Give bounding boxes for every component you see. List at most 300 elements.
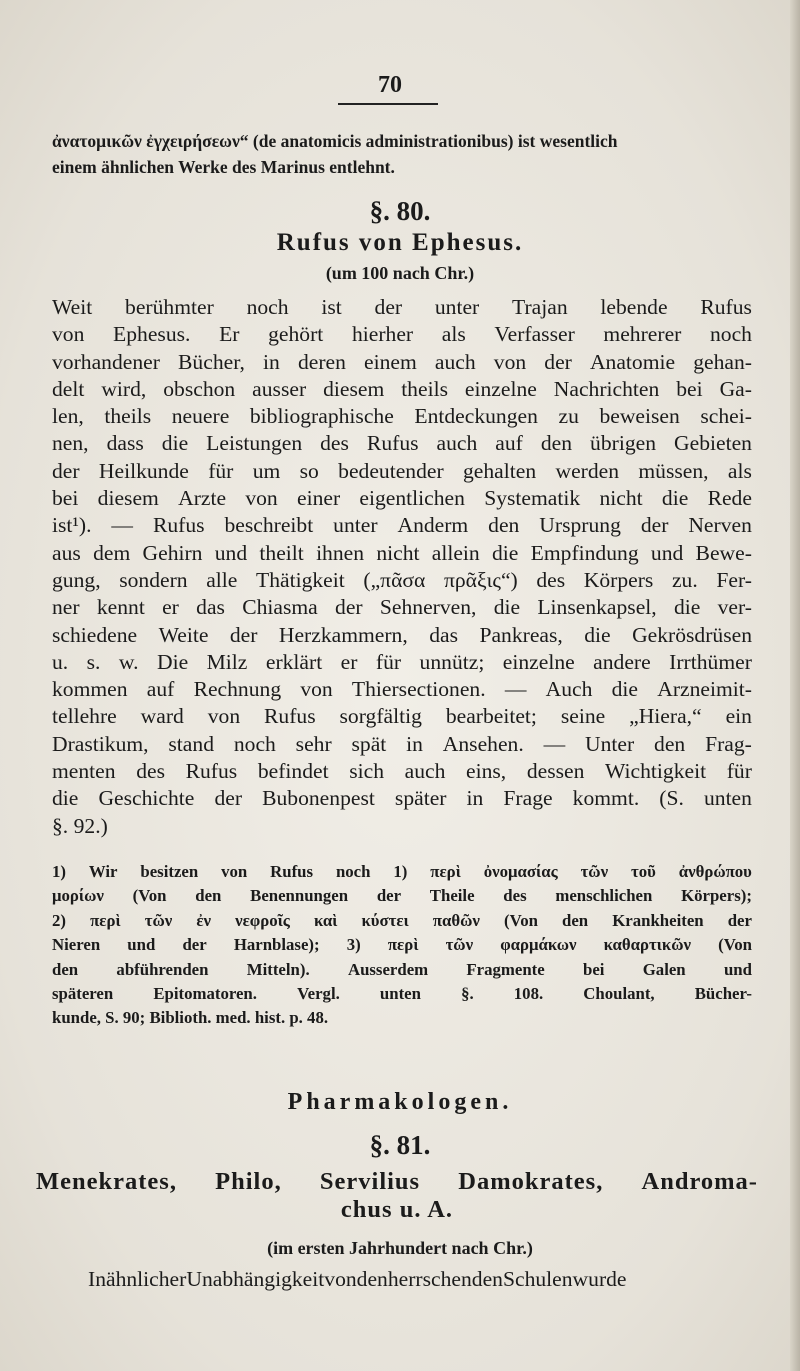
- word: Auch: [545, 677, 593, 702]
- page-number-rule: [338, 103, 438, 105]
- word: Thätigkeit: [256, 567, 345, 592]
- word: περὶ: [387, 935, 419, 955]
- word: 1): [393, 862, 408, 881]
- word: deren: [297, 349, 346, 374]
- word: τῶν: [445, 935, 474, 955]
- word: beschreibt: [224, 513, 314, 538]
- footnote-line: kunde, S. 90; Biblioth. med. hist. p. 48.: [52, 1008, 329, 1028]
- word: menschlichen: [555, 886, 653, 906]
- word: die: [161, 431, 189, 456]
- text-line: [52, 622, 752, 649]
- word: er: [162, 595, 179, 620]
- word: der: [727, 910, 752, 930]
- word: andere: [593, 649, 651, 674]
- word: §.: [461, 984, 474, 1004]
- word: ist: [321, 295, 342, 319]
- word: Menekrates,: [36, 1168, 177, 1195]
- word: Sehnerven,: [379, 595, 477, 620]
- word: Er: [219, 322, 240, 347]
- text-line: [52, 403, 752, 430]
- word: aus: [52, 540, 81, 565]
- word: von: [245, 486, 278, 511]
- word: neuere: [171, 404, 230, 429]
- word: schiedene: [52, 622, 138, 647]
- word: Rufus: [700, 295, 752, 319]
- word: des: [503, 886, 527, 906]
- word: abführenden: [116, 959, 209, 979]
- word: τῶν: [580, 862, 609, 881]
- page-number: 70: [378, 72, 402, 98]
- word: ähnlicher: [106, 1267, 187, 1291]
- word: die: [673, 595, 701, 620]
- word: und: [723, 959, 752, 979]
- word: ward: [140, 704, 184, 729]
- word: diesem: [97, 486, 159, 511]
- word: nicht: [376, 540, 420, 565]
- word: Weite: [158, 622, 209, 647]
- footnote-line: [52, 933, 752, 957]
- word: ihnen: [316, 540, 365, 565]
- word: περὶ: [90, 910, 121, 930]
- word: das: [429, 622, 458, 647]
- word: den: [654, 731, 686, 756]
- word: der: [374, 295, 403, 319]
- word: Mitteln).: [246, 959, 310, 979]
- word: Rufus: [270, 862, 314, 881]
- word: (S.: [659, 786, 684, 811]
- word: noch: [233, 731, 276, 756]
- word: μορίων: [52, 886, 104, 906]
- word: Unabhängigkeit: [186, 1267, 325, 1291]
- word: zu: [558, 404, 579, 429]
- word: Rufus: [264, 704, 316, 729]
- word: —: [504, 677, 527, 702]
- word: auch: [404, 759, 446, 784]
- word: theils: [104, 404, 152, 429]
- word: Empfindung: [530, 540, 639, 565]
- word: Arzneimit-: [657, 677, 752, 702]
- footnote-line: [52, 909, 752, 933]
- word: unter: [434, 295, 480, 319]
- word: (Von: [718, 935, 752, 955]
- word: Thiersectionen.: [351, 677, 486, 702]
- word: kommt.: [572, 786, 640, 811]
- word: τοῦ: [630, 862, 656, 881]
- word: er: [340, 649, 358, 674]
- text-line: [52, 540, 752, 567]
- word: in: [406, 731, 423, 756]
- footnote: [52, 860, 752, 1031]
- word: allein: [431, 540, 480, 565]
- word: Schulen: [502, 1267, 573, 1291]
- word: bibliographische: [249, 404, 394, 429]
- intro-line: einem ähnlichen Werke des Marinus entlehnt.: [52, 157, 395, 177]
- word: unnütz;: [419, 649, 485, 674]
- word: des: [320, 431, 349, 456]
- word: ner: [52, 595, 80, 620]
- word: Herzkammern,: [278, 622, 408, 647]
- word: Bubonenpest: [262, 786, 375, 811]
- word: Epitomatoren.: [153, 984, 257, 1004]
- word: einer: [296, 486, 341, 511]
- word: noch: [335, 862, 371, 881]
- word: Heilkunde: [98, 458, 189, 483]
- word: Nachrichten: [553, 376, 660, 401]
- word: seine: [560, 704, 606, 729]
- word: zu.: [671, 567, 698, 592]
- text-line: §. 92.): [52, 813, 108, 838]
- word: Rufus: [185, 759, 238, 784]
- word: Galen: [642, 959, 686, 979]
- word: als: [727, 458, 752, 483]
- section-80-number: §. 80.: [369, 196, 431, 226]
- word: eins,: [466, 759, 507, 784]
- word: Nerven: [688, 513, 752, 538]
- word: der: [214, 786, 243, 811]
- word: auf: [146, 677, 175, 702]
- word: für: [375, 649, 402, 674]
- word: Gehirn: [142, 540, 203, 565]
- text-line: [52, 594, 752, 621]
- word: der: [544, 349, 572, 374]
- word: Wichtigkeit: [605, 759, 707, 784]
- word: obschon: [163, 376, 236, 401]
- word: so: [299, 458, 319, 483]
- word: herrschenden: [387, 1267, 503, 1291]
- word: stand: [168, 731, 214, 756]
- word: und: [650, 540, 684, 565]
- word: Gebieten: [674, 431, 752, 456]
- word: bei: [676, 376, 703, 401]
- word: von: [52, 322, 85, 347]
- word: Rufus: [152, 513, 205, 538]
- word: wird,: [101, 376, 147, 401]
- footnote-line: [52, 860, 752, 884]
- word: den: [488, 513, 520, 538]
- word: in: [466, 786, 484, 811]
- heading-line: chus u. A.: [340, 1196, 454, 1223]
- word: Krankheiten: [612, 910, 704, 930]
- word: für: [208, 458, 234, 483]
- word: Vergl.: [297, 984, 340, 1004]
- word: „Hiera,“: [629, 704, 702, 729]
- word: Fer-: [716, 567, 752, 592]
- word: len,: [52, 404, 84, 429]
- word: die: [611, 677, 639, 702]
- word: τῶν: [144, 910, 173, 930]
- footnote-line: [52, 982, 752, 1006]
- word: Servilius: [319, 1168, 421, 1195]
- word: die: [661, 486, 689, 511]
- word: des: [536, 567, 566, 592]
- word: der: [640, 513, 669, 538]
- word: Choulant,: [583, 984, 655, 1004]
- word: w.: [118, 649, 139, 674]
- word: und: [214, 540, 248, 565]
- text-line: [52, 458, 752, 485]
- intro-line: ἀνατομικῶν ἐγχειρήσεων“ (de anatomicis administrationibus) ist wesentlich: [52, 131, 618, 151]
- word: dem: [93, 540, 131, 565]
- text-line: [52, 731, 752, 758]
- word: spät: [351, 731, 387, 756]
- text-line: [88, 1265, 753, 1293]
- word: Anderm: [397, 513, 469, 538]
- word: von: [221, 862, 248, 881]
- word: Trajan: [512, 295, 568, 319]
- word: für: [726, 759, 752, 784]
- word: sehr: [295, 731, 332, 756]
- text-line: [52, 785, 752, 812]
- word: vorhandener: [52, 349, 160, 374]
- intro-paragraph: [52, 128, 752, 180]
- word: ausser: [252, 376, 307, 401]
- word: einzelne: [502, 649, 575, 674]
- word: wurde: [572, 1267, 627, 1291]
- word: menten: [52, 759, 116, 784]
- word: noch: [710, 322, 752, 347]
- word: πρᾶξις“): [443, 567, 518, 592]
- word: diesem: [323, 376, 385, 401]
- word: Chiasma: [242, 595, 318, 620]
- word: des: [136, 759, 165, 784]
- word: 3): [346, 935, 361, 955]
- word: Linsenkapsel,: [537, 595, 657, 620]
- word: um: [252, 458, 281, 483]
- text-line: [52, 703, 752, 730]
- word: delt: [52, 376, 85, 401]
- heading-line: [36, 1168, 758, 1196]
- word: ver-: [717, 595, 752, 620]
- word: Wir: [88, 862, 118, 881]
- word: befindet: [257, 759, 329, 784]
- word: von: [324, 1267, 357, 1291]
- word: Entdeckungen: [414, 404, 538, 429]
- word: gung,: [52, 567, 101, 592]
- word: Anatomie: [589, 349, 676, 374]
- word: von: [300, 677, 333, 702]
- word: Frag-: [705, 731, 752, 756]
- word: der: [229, 622, 258, 647]
- word: ὀνομασίας: [483, 862, 558, 881]
- word: müssen,: [638, 458, 709, 483]
- word: („πᾶσα: [363, 567, 426, 592]
- word: der: [52, 458, 80, 483]
- word: περὶ: [430, 862, 461, 881]
- word: die: [493, 595, 521, 620]
- word: Bücher,: [178, 349, 245, 374]
- word: —: [543, 731, 566, 756]
- word: von: [493, 349, 527, 374]
- word: bei: [52, 486, 79, 511]
- text-line: [52, 485, 752, 512]
- word: hierher: [351, 322, 414, 347]
- word: bearbeitet;: [445, 704, 537, 729]
- word: Ansehen.: [442, 731, 524, 756]
- word: Verfasser: [494, 322, 575, 347]
- word: sorgfältig: [339, 704, 422, 729]
- word: Fragmente: [466, 959, 545, 979]
- word: in: [263, 349, 280, 374]
- word: unten: [703, 786, 752, 811]
- word: παθῶν: [432, 910, 480, 930]
- word: werden: [555, 458, 620, 483]
- word: Bewe-: [695, 540, 752, 565]
- word: gehört: [268, 322, 324, 347]
- text-line: [52, 758, 752, 785]
- word: erklärt: [265, 649, 323, 674]
- word: nicht: [599, 486, 643, 511]
- word: alle: [206, 567, 238, 592]
- word: καθαρτικῶν: [603, 935, 691, 955]
- word: Androma-: [641, 1168, 758, 1195]
- final-paragraph: [88, 1265, 753, 1293]
- word: beweisen: [599, 404, 680, 429]
- word: Geschichte: [98, 786, 195, 811]
- word: Milz: [206, 649, 248, 674]
- word: die: [584, 622, 611, 647]
- word: kommen: [52, 677, 128, 702]
- text-line: [52, 567, 752, 594]
- word: besitzen: [140, 862, 199, 881]
- word: Gekrösdrüsen: [632, 622, 752, 647]
- word: den: [52, 959, 79, 979]
- word: einem: [364, 349, 417, 374]
- word: Ga-: [719, 376, 752, 401]
- word: als: [441, 322, 466, 347]
- word: u.: [52, 649, 69, 674]
- word: und: [127, 935, 156, 955]
- word: gehalten: [463, 458, 537, 483]
- word: (Von: [504, 910, 538, 930]
- word: berühmter: [125, 295, 214, 319]
- word: Drastikum,: [52, 731, 149, 756]
- section-80-heading: Rufus von Ephesus.: [276, 229, 524, 256]
- word: nen,: [52, 431, 89, 456]
- word: ist¹).: [52, 513, 92, 538]
- word: sich: [349, 759, 384, 784]
- footnote-line: [52, 884, 752, 908]
- word: später: [394, 786, 447, 811]
- word: das: [196, 595, 225, 620]
- word: schei-: [700, 404, 752, 429]
- word: Bücher-: [694, 984, 752, 1004]
- word: theils: [401, 376, 448, 401]
- word: auch: [436, 431, 478, 456]
- word: von: [207, 704, 241, 729]
- word: 2): [52, 910, 66, 930]
- word: Körpers);: [681, 886, 752, 906]
- word: einzelne: [464, 376, 537, 401]
- word: Unter: [585, 731, 635, 756]
- text-line: [52, 376, 752, 403]
- word: Frage: [503, 786, 553, 811]
- word: die: [492, 540, 519, 565]
- word: den: [562, 910, 589, 930]
- word: den: [356, 1267, 388, 1291]
- word: auf: [495, 431, 523, 456]
- word: noch: [246, 295, 289, 319]
- word: Ausserdem: [347, 959, 429, 979]
- word: der: [376, 886, 402, 906]
- word: übrigen: [590, 431, 657, 456]
- text-line: [52, 321, 752, 348]
- word: der: [335, 595, 363, 620]
- word: Nieren: [52, 935, 101, 955]
- word: kennt: [96, 595, 145, 620]
- word: eigentlichen: [359, 486, 465, 511]
- word: mehrerer: [603, 322, 682, 347]
- word: Weit: [52, 295, 93, 319]
- word: Theile: [429, 886, 475, 906]
- word: νεφροῖς: [235, 910, 290, 930]
- word: s.: [86, 649, 101, 674]
- word: In: [88, 1267, 106, 1291]
- word: bedeutender: [338, 458, 444, 483]
- word: die: [52, 786, 79, 811]
- word: Leistungen: [206, 431, 303, 456]
- word: ἀνθρώπου: [678, 862, 752, 881]
- text-line: [52, 512, 752, 539]
- word: Benennungen: [250, 886, 349, 906]
- section-81-date: (im ersten Jahrhundert nach Chr.): [267, 1238, 533, 1258]
- word: Harnblase);: [233, 935, 320, 955]
- word: 108.: [513, 984, 544, 1004]
- word: Rechnung: [193, 677, 282, 702]
- text-line: [52, 294, 752, 321]
- word: Pankreas,: [479, 622, 563, 647]
- word: späteren: [52, 984, 114, 1004]
- word: Ephesus.: [113, 322, 191, 347]
- footnote-line: [52, 958, 752, 982]
- word: Rufus: [366, 431, 419, 456]
- word: tellehre: [52, 704, 117, 729]
- word: Ursprung: [539, 513, 621, 538]
- section-81-heading: [36, 1168, 758, 1224]
- word: theilt: [259, 540, 304, 565]
- text-line: [52, 649, 752, 676]
- word: Arzte: [178, 486, 227, 511]
- word: dessen: [526, 759, 585, 784]
- main-paragraph: [52, 294, 752, 840]
- word: auch: [434, 349, 476, 374]
- pharmakologen-heading: Pharmakologen.: [287, 1089, 513, 1115]
- word: unter: [333, 513, 378, 538]
- word: Rede: [707, 486, 752, 511]
- word: der: [182, 935, 207, 955]
- text-line: [52, 349, 752, 376]
- word: Damokrates,: [458, 1168, 604, 1195]
- word: (Von: [132, 886, 167, 906]
- word: sondern: [119, 567, 188, 592]
- text-line: [52, 430, 752, 457]
- word: —: [111, 513, 133, 538]
- word: Philo,: [215, 1168, 282, 1195]
- word: lebende: [600, 295, 668, 319]
- word: καὶ: [313, 910, 338, 930]
- section-81-number: §. 81.: [369, 1130, 431, 1160]
- word: Systematik: [484, 486, 581, 511]
- word: unten: [379, 984, 421, 1004]
- word: den: [195, 886, 222, 906]
- word: 1): [52, 862, 66, 881]
- word: ein: [725, 704, 752, 729]
- word: dass: [106, 431, 144, 456]
- word: gehan-: [693, 349, 752, 374]
- word: bei: [583, 959, 605, 979]
- word: den: [540, 431, 573, 456]
- section-80-date: (um 100 nach Chr.): [325, 263, 475, 283]
- word: Körpers: [583, 567, 654, 592]
